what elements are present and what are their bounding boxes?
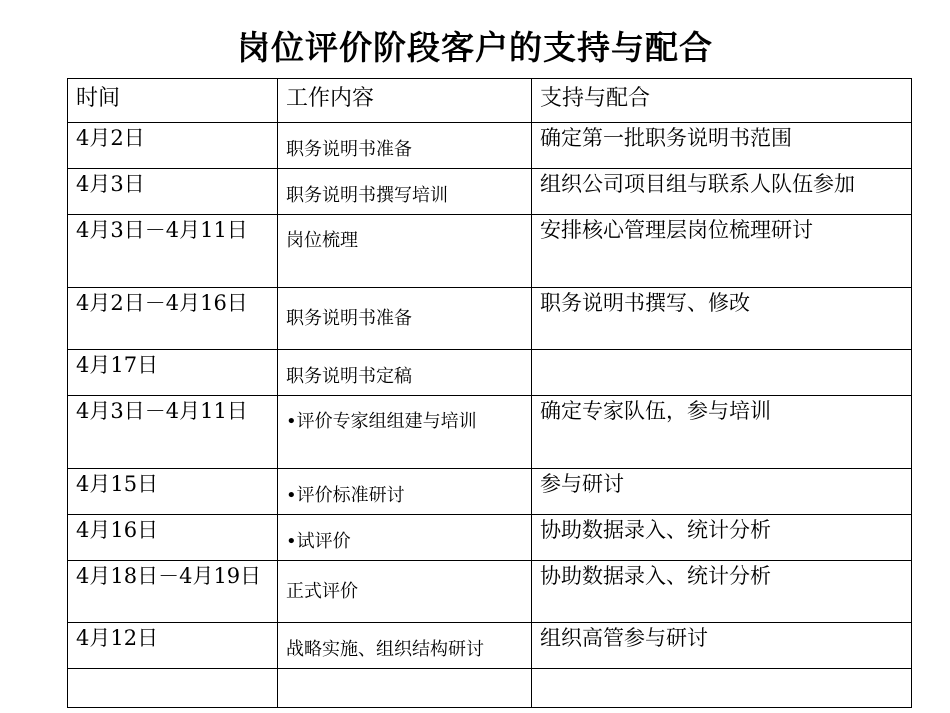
cell-time: 4月3日 bbox=[68, 169, 278, 215]
cell-support: 组织高管参与研讨 bbox=[532, 623, 912, 669]
cell-support: 组织公司项目组与联系人队伍参加 bbox=[532, 169, 912, 215]
header-time: 时间 bbox=[68, 79, 278, 123]
table-row bbox=[68, 215, 912, 288]
cell-content: 职务说明书准备 bbox=[278, 288, 532, 350]
cell-support: 职务说明书撰写、修改 bbox=[532, 288, 912, 350]
cell-content: 正式评价 bbox=[278, 561, 532, 623]
page-title: 岗位评价阶段客户的支持与配合 bbox=[237, 28, 713, 67]
table-row bbox=[68, 123, 912, 169]
table-row bbox=[68, 669, 912, 708]
table-row bbox=[68, 623, 912, 669]
cell-support: 协助数据录入、统计分析 bbox=[532, 561, 912, 623]
cell-time: 4月2日 bbox=[68, 123, 278, 169]
cell-content: •评价专家组组建与培训 bbox=[278, 396, 532, 469]
cell-time: 4月17日 bbox=[68, 350, 278, 396]
table-row bbox=[68, 396, 912, 469]
cell-content: 职务说明书撰写培训 bbox=[278, 169, 532, 215]
cell-time: 4月3日－4月11日 bbox=[68, 396, 278, 469]
cell-content: •试评价 bbox=[278, 515, 532, 561]
table-header-row bbox=[68, 79, 912, 123]
cell-support bbox=[532, 669, 912, 708]
table-row bbox=[68, 169, 912, 215]
cell-time: 4月3日－4月11日 bbox=[68, 215, 278, 288]
cell-content: 职务说明书定稿 bbox=[278, 350, 532, 396]
cell-content: 职务说明书准备 bbox=[278, 123, 532, 169]
header-content: 工作内容 bbox=[278, 79, 532, 123]
cell-time: 4月2日－4月16日 bbox=[68, 288, 278, 350]
cell-time: 4月12日 bbox=[68, 623, 278, 669]
cell-support bbox=[532, 350, 912, 396]
header-support: 支持与配合 bbox=[532, 79, 912, 123]
cell-support: 协助数据录入、统计分析 bbox=[532, 515, 912, 561]
table-row bbox=[68, 561, 912, 623]
cell-time: 4月16日 bbox=[68, 515, 278, 561]
cell-time: 4月15日 bbox=[68, 469, 278, 515]
table-row bbox=[68, 350, 912, 396]
cell-support: 确定专家队伍，参与培训 bbox=[532, 396, 912, 469]
cell-support: 参与研讨 bbox=[532, 469, 912, 515]
cell-content: •评价标准研讨 bbox=[278, 469, 532, 515]
cell-content bbox=[278, 669, 532, 708]
cell-support: 安排核心管理层岗位梳理研讨 bbox=[532, 215, 912, 288]
table-row bbox=[68, 288, 912, 350]
table-row bbox=[68, 515, 912, 561]
cell-support: 确定第一批职务说明书范围 bbox=[532, 123, 912, 169]
schedule-table bbox=[67, 78, 912, 708]
cell-time bbox=[68, 669, 278, 708]
cell-content: 岗位梳理 bbox=[278, 215, 532, 288]
table-row bbox=[68, 469, 912, 515]
cell-content: 战略实施、组织结构研讨 bbox=[278, 623, 532, 669]
cell-time: 4月18日－4月19日 bbox=[68, 561, 278, 623]
